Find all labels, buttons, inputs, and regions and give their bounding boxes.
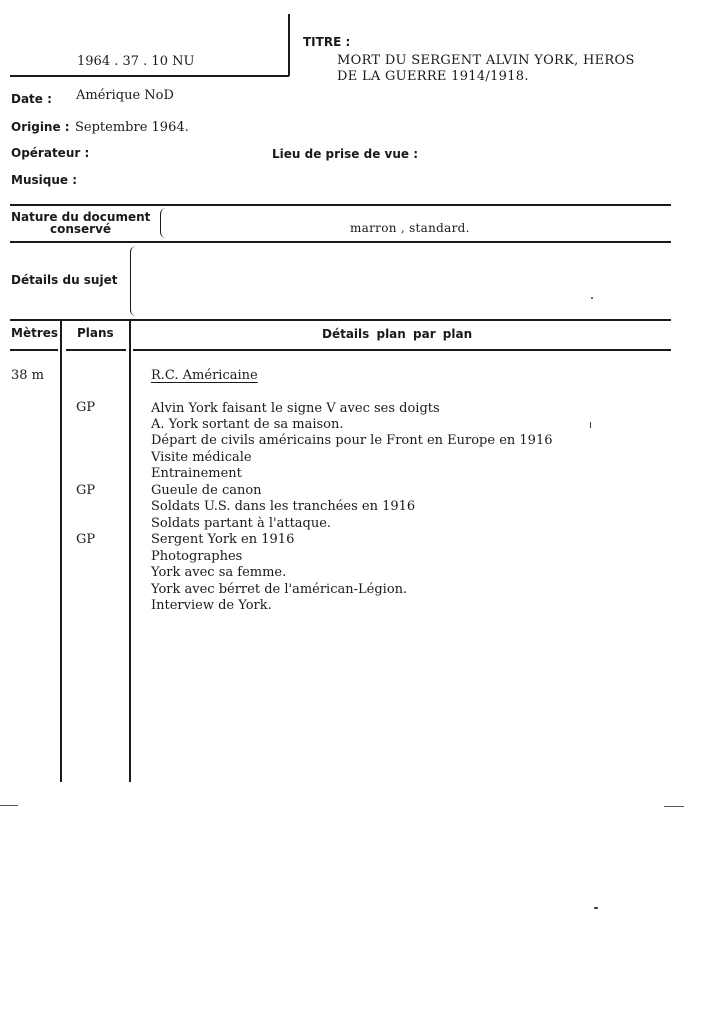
scan-edge-left <box>0 805 18 806</box>
speck-mark <box>590 422 591 428</box>
column-divider-1 <box>60 320 62 782</box>
speck-mark <box>591 297 593 299</box>
header-vertical-rule <box>288 14 290 76</box>
detail-row: Photographes <box>151 549 243 564</box>
details-header-underline <box>133 349 671 351</box>
detail-row: Soldats partant à l'attaque. <box>151 516 332 531</box>
titre-line-2: DE LA GUERRE 1914/1918. <box>337 69 529 84</box>
table-top-rule <box>10 319 671 321</box>
musique-label: Musique : <box>11 173 77 187</box>
sujet-brace <box>130 246 136 316</box>
detail-row: Soldats U.S. dans les tranchées en 1916 <box>151 499 416 514</box>
plan-label: GP <box>76 400 96 415</box>
detail-row: York avec bérret de l'américan-Légion. <box>151 582 408 597</box>
detail-row: A. York sortant de sa maison. <box>151 417 344 432</box>
date-value: Amérique NoD <box>76 88 174 103</box>
metres-header-underline <box>10 349 58 351</box>
operateur-label: Opérateur : <box>11 146 90 160</box>
date-label: Date : <box>11 92 52 106</box>
detail-row: Entrainement <box>151 466 242 481</box>
origine-label: Origine : <box>11 120 70 134</box>
document-reference: 1964 . 37 . 10 NU <box>77 54 195 69</box>
nature-bottom-rule <box>10 241 671 243</box>
titre-line-1: MORT DU SERGENT ALVIN YORK, HEROS <box>337 53 635 68</box>
nature-label-line-2: conservé <box>50 222 112 236</box>
origine-value: Septembre 1964. <box>75 120 189 135</box>
detail-row: Alvin York faisant le signe V avec ses doigts <box>151 401 440 416</box>
sujet-label: Détails du sujet <box>11 273 118 287</box>
titre-label: TITRE : <box>303 35 351 49</box>
detail-row: York avec sa femme. <box>151 565 287 580</box>
column-header-metres: Mètres <box>11 326 59 340</box>
speck-mark <box>594 907 598 909</box>
column-divider-2 <box>129 320 131 782</box>
nature-label-line-1: Nature du document <box>11 210 151 224</box>
plan-label: GP <box>76 532 96 547</box>
plan-label: GP <box>76 483 96 498</box>
section-heading: R.C. Américaine <box>151 368 258 383</box>
scan-edge-right <box>664 806 684 807</box>
lieu-label: Lieu de prise de vue : <box>272 147 418 161</box>
nature-top-rule <box>10 204 671 206</box>
detail-row: Visite médicale <box>151 450 252 465</box>
detail-row: Départ de civils américains pour le Front en Europe en 1916 <box>151 433 553 448</box>
header-bottom-rule <box>10 75 289 77</box>
nature-value: marron , standard. <box>350 221 470 235</box>
detail-row: Gueule de canon <box>151 483 262 498</box>
plans-header-underline <box>66 349 126 351</box>
detail-row: Sergent York en 1916 <box>151 532 295 547</box>
column-header-details: Détails plan par plan <box>322 327 473 341</box>
nature-brace <box>160 208 166 238</box>
metres-value: 38 m <box>11 368 45 383</box>
detail-row: Interview de York. <box>151 598 272 613</box>
column-header-plans: Plans <box>77 326 114 340</box>
